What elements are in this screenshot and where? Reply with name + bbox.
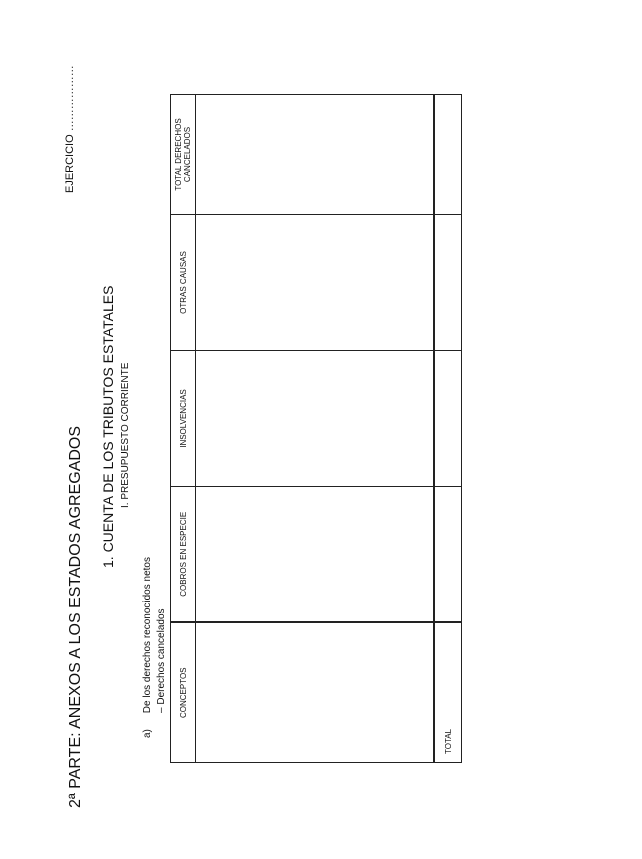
subsection-title: I. PRESUPUESTO CORRIENTE [120, 362, 131, 508]
rotated-page [50, 58, 480, 808]
table-cell[interactable] [196, 623, 435, 763]
total-label: TOTAL [434, 623, 462, 763]
table-cell[interactable] [196, 95, 435, 215]
table-cell[interactable] [434, 215, 462, 351]
item-subpoint [156, 608, 167, 713]
item-letter: a) [142, 729, 153, 738]
part-title: 2ª PARTE: ANEXOS A LOS ESTADOS AGREGADOS [67, 425, 84, 808]
ejercicio-field [64, 65, 76, 193]
table-cell[interactable] [434, 351, 462, 487]
item-sub-text: Derechos cancelados [156, 608, 167, 705]
column-header-cobros-especie: COBROS EN ESPECIE [171, 487, 196, 623]
table-total-row [434, 95, 462, 763]
table-header-row [171, 95, 196, 763]
table-cell[interactable] [434, 487, 462, 623]
column-header-conceptos: CONCEPTOS [171, 623, 196, 763]
table-row [196, 95, 435, 763]
column-header-otras-causas: OTRAS CAUSAS [171, 215, 196, 351]
section-title: 1. CUENTA DE LOS TRIBUTOS ESTATALES [100, 285, 116, 568]
table-cell[interactable] [434, 95, 462, 215]
item-sub-bullet: – [156, 707, 167, 713]
item-a [142, 557, 153, 738]
table-cell[interactable] [196, 487, 435, 623]
column-header-insolvencias: INSOLVENCIAS [171, 351, 196, 487]
table-cell[interactable] [196, 215, 435, 351]
table-cell[interactable] [196, 351, 435, 487]
ejercicio-dots: ……………… [64, 65, 76, 132]
item-text: De los derechos reconocidos netos [142, 557, 153, 714]
column-header-total-cancelados: TOTAL DERECHOS CANCELADOS [171, 95, 196, 215]
cancelled-rights-table [170, 94, 462, 763]
ejercicio-label: EJERCICIO [64, 134, 76, 193]
